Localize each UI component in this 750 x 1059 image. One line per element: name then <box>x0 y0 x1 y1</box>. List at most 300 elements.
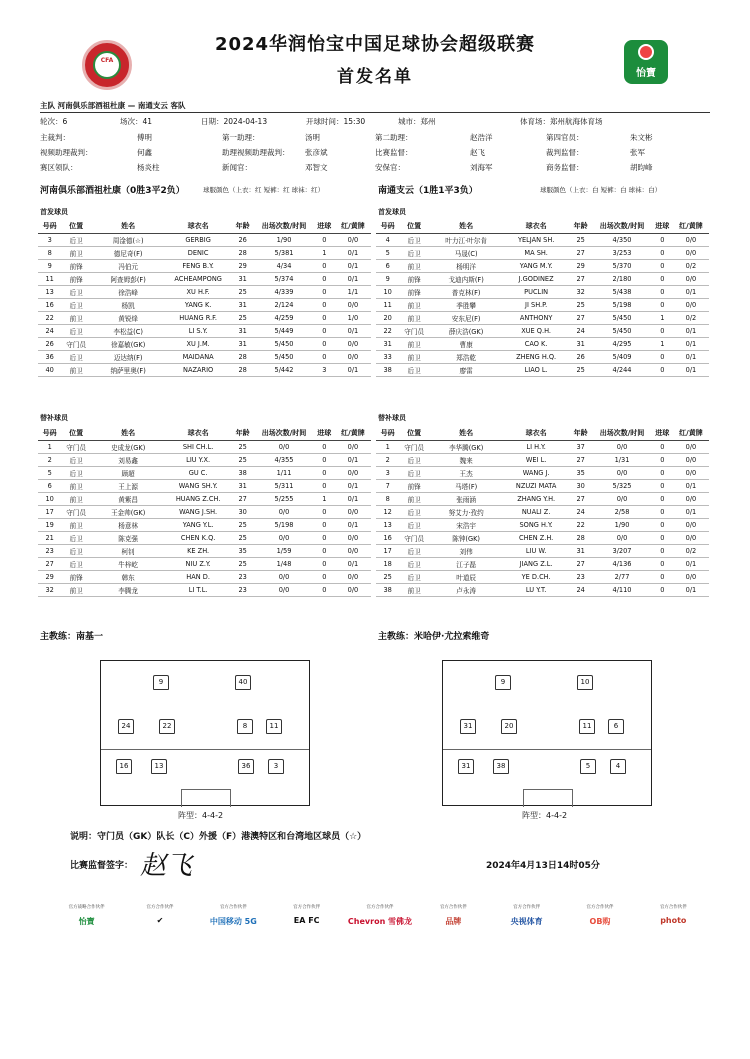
player-cell: J.GODINEZ <box>503 272 569 285</box>
player-cell: 顾超 <box>91 466 165 479</box>
ref-sup-label: 裁判监督： <box>546 148 584 157</box>
player-cell: 11 <box>38 272 61 285</box>
player-cell: 2/124 <box>254 298 313 311</box>
player-cell: 0 <box>314 324 335 337</box>
player-cell: DENIC <box>165 246 231 259</box>
home-team-header: 河南俱乐部酒祖杜康（0胜3平2负） <box>40 186 185 196</box>
player-cell: 后卫 <box>399 518 429 531</box>
player-cell: 前锋 <box>399 285 429 298</box>
player-cell: 刘易鑫 <box>91 453 165 466</box>
player-cell: 杨意林 <box>91 518 165 531</box>
player-cell: 9 <box>38 259 61 272</box>
player-cell: 38 <box>376 363 399 376</box>
player-cell: 1 <box>314 246 335 259</box>
player-cell: 0 <box>652 272 673 285</box>
away-kit: 球服颜色（上衣：白 短裤：白 球袜：白） <box>540 186 662 194</box>
player-cell: 0/0 <box>673 466 709 479</box>
player-cell: 0/0 <box>673 518 709 531</box>
away-starters-label: 首发球员 <box>378 208 406 216</box>
player-row <box>376 453 709 466</box>
player-row <box>38 246 371 259</box>
player-cell: 28 <box>231 350 254 363</box>
player-cell: 20 <box>376 311 399 324</box>
cfa-logo: CFA <box>82 40 132 90</box>
player-cell: 1 <box>314 492 335 505</box>
column-header: 红/黄牌 <box>335 220 371 233</box>
player-cell: 5/438 <box>592 285 651 298</box>
player-cell: 王上源 <box>91 479 165 492</box>
player-cell: WANG J. <box>503 466 569 479</box>
player-cell: 普克林(F) <box>429 285 503 298</box>
player-cell: 努艾力·孜约 <box>429 505 503 518</box>
player-cell: 前卫 <box>61 518 91 531</box>
player-cell: 1/90 <box>592 518 651 531</box>
player-cell: 前卫 <box>61 479 91 492</box>
player-cell: 韩东 <box>91 570 165 583</box>
column-header: 号码 <box>376 427 399 440</box>
player-cell: 叶力江·叶尔肯 <box>429 233 503 246</box>
player-cell: 0/1 <box>335 518 371 531</box>
referee: 傅明 <box>137 133 152 142</box>
player-cell: 迈达纳(F) <box>91 350 165 363</box>
player-cell: 前卫 <box>61 246 91 259</box>
player-cell: 5/311 <box>254 479 313 492</box>
player-cell: 6 <box>376 259 399 272</box>
player-row <box>376 350 709 363</box>
player-cell: 1/1 <box>335 285 371 298</box>
player-cell: 5 <box>376 246 399 259</box>
player-cell: 0/1 <box>335 259 371 272</box>
player-row <box>376 570 709 583</box>
column-header: 红/黄牌 <box>673 220 709 233</box>
player-cell: 0 <box>314 479 335 492</box>
player-cell: 曹康 <box>429 337 503 350</box>
player-cell: LU Y.T. <box>503 583 569 596</box>
sponsor-logo: 官方合作伙伴 ✔ <box>146 905 174 925</box>
player-cell: 1/59 <box>254 544 313 557</box>
player-cell: 6 <box>38 479 61 492</box>
player-cell: 0 <box>652 583 673 596</box>
player-cell: 22 <box>569 518 592 531</box>
player-cell: 0/0 <box>254 505 313 518</box>
player-cell: 24 <box>38 324 61 337</box>
player-cell: 王金帅(GK) <box>91 505 165 518</box>
player-cell: WEI L. <box>503 453 569 466</box>
player-jersey: 31 <box>458 759 474 774</box>
player-cell: 25 <box>231 440 254 453</box>
player-cell: CHEN K.Q. <box>165 531 231 544</box>
player-cell: NUALI Z. <box>503 505 569 518</box>
player-cell: 0 <box>652 246 673 259</box>
player-cell: WANG SH.Y. <box>165 479 231 492</box>
player-cell: 27 <box>569 557 592 570</box>
player-row <box>376 544 709 557</box>
player-cell: 守门员 <box>61 505 91 518</box>
player-cell: GU C. <box>165 466 231 479</box>
column-header: 年龄 <box>231 220 254 233</box>
player-row <box>376 492 709 505</box>
player-cell: 纳萨里奥(F) <box>91 363 165 376</box>
fourth: 朱文彬 <box>630 133 653 142</box>
player-cell: 0 <box>652 363 673 376</box>
player-row <box>38 285 371 298</box>
player-cell: 10 <box>376 285 399 298</box>
column-header: 姓名 <box>91 427 165 440</box>
column-header: 位置 <box>399 220 429 233</box>
player-cell: 0 <box>314 557 335 570</box>
player-cell: 0/0 <box>673 272 709 285</box>
player-cell: 前锋 <box>61 272 91 285</box>
player-cell: 史成龙(GK) <box>91 440 165 453</box>
column-header: 姓名 <box>429 427 503 440</box>
player-cell: 0/0 <box>254 583 313 596</box>
player-cell: NAZARIO <box>165 363 231 376</box>
player-cell: 0 <box>652 531 673 544</box>
player-cell: 5/198 <box>254 518 313 531</box>
column-header: 出场次数/时间 <box>592 220 651 233</box>
player-row <box>376 505 709 518</box>
away-coach: 主教练：米哈伊·尤拉索维奇 <box>378 632 490 642</box>
player-cell: 4 <box>376 233 399 246</box>
player-cell: 前卫 <box>399 311 429 324</box>
player-cell: 杨凯 <box>91 298 165 311</box>
home-kit: 球服颜色（上衣：红 短裤：红 球袜：红） <box>203 186 325 194</box>
player-cell: 33 <box>376 350 399 363</box>
player-cell: 0 <box>314 544 335 557</box>
player-cell: XU H.F. <box>165 285 231 298</box>
player-cell: 23 <box>231 570 254 583</box>
player-row <box>38 544 371 557</box>
column-header: 年龄 <box>569 427 592 440</box>
player-cell: 1/11 <box>254 466 313 479</box>
player-cell: 5/198 <box>592 298 651 311</box>
player-cell: 25 <box>376 570 399 583</box>
player-cell: GERBIG <box>165 233 231 246</box>
home-subs-label: 替补球员 <box>40 414 68 422</box>
player-cell: 黄锐烽 <box>91 311 165 324</box>
player-cell: 0 <box>652 518 673 531</box>
player-cell: 前锋 <box>399 479 429 492</box>
player-cell: 李腾龙 <box>91 583 165 596</box>
player-cell: 0/1 <box>673 557 709 570</box>
player-cell: 安东尼(F) <box>429 311 503 324</box>
player-cell: 守门员 <box>399 531 429 544</box>
away-subs-label: 替补球员 <box>378 414 406 422</box>
player-cell: 0/1 <box>335 479 371 492</box>
player-cell: 0 <box>652 505 673 518</box>
player-cell: 0 <box>314 518 335 531</box>
player-cell: 27 <box>569 272 592 285</box>
player-cell: 35 <box>231 544 254 557</box>
player-cell: 0/0 <box>335 583 371 596</box>
player-cell: 4/110 <box>592 583 651 596</box>
player-cell: 25 <box>231 453 254 466</box>
player-row <box>376 479 709 492</box>
security-label: 安保官： <box>375 163 405 172</box>
player-cell: 3 <box>314 363 335 376</box>
player-cell: 2/58 <box>592 505 651 518</box>
player-row <box>376 363 709 376</box>
player-cell: 9 <box>376 272 399 285</box>
player-cell: 0 <box>314 259 335 272</box>
player-cell: 1/90 <box>254 233 313 246</box>
player-cell: 后卫 <box>61 453 91 466</box>
player-cell: 31 <box>231 324 254 337</box>
player-cell: 0/0 <box>254 440 313 453</box>
player-cell: 0 <box>652 570 673 583</box>
player-cell: 5/450 <box>254 337 313 350</box>
player-cell: 13 <box>38 285 61 298</box>
player-cell: 0 <box>652 466 673 479</box>
player-cell: 戈迪内斯(F) <box>429 272 503 285</box>
player-row <box>38 557 371 570</box>
player-cell: 0/0 <box>335 298 371 311</box>
player-jersey: 40 <box>235 675 251 690</box>
player-cell: 卢永涛 <box>429 583 503 596</box>
player-cell: 前卫 <box>61 492 91 505</box>
player-row <box>38 233 371 246</box>
player-cell: 0/2 <box>673 544 709 557</box>
player-cell: 28 <box>231 246 254 259</box>
security: 刘海军 <box>470 163 493 172</box>
player-cell: 0 <box>652 259 673 272</box>
player-cell: 0 <box>314 440 335 453</box>
player-cell: ZHENG H.Q. <box>503 350 569 363</box>
player-cell: ZHANG Y.H. <box>503 492 569 505</box>
column-header: 号码 <box>38 220 61 233</box>
player-cell: 26 <box>231 233 254 246</box>
player-cell: 0/0 <box>335 233 371 246</box>
player-cell: 0/0 <box>673 492 709 505</box>
sponsor-strip <box>50 904 710 950</box>
player-cell: 0 <box>652 350 673 363</box>
player-cell: 马塔(F) <box>429 479 503 492</box>
player-row <box>38 440 371 453</box>
player-cell: 27 <box>569 311 592 324</box>
column-header: 位置 <box>399 427 429 440</box>
player-cell: 周淦德(☆) <box>91 233 165 246</box>
player-cell: 0/0 <box>254 531 313 544</box>
player-cell: 7 <box>376 479 399 492</box>
column-header: 球衣名 <box>165 427 231 440</box>
player-cell: XUE Q.H. <box>503 324 569 337</box>
player-cell: 4/244 <box>592 363 651 376</box>
column-header: 出场次数/时间 <box>592 427 651 440</box>
home-coach: 主教练：南基一 <box>40 632 104 642</box>
player-cell: 25 <box>231 518 254 531</box>
away-team-header: 南通支云（1胜1平3负） <box>378 186 478 196</box>
player-cell: 0/0 <box>335 544 371 557</box>
venue: 体育场：郑州航海体育场 <box>520 117 603 126</box>
home-formation-pitch <box>100 660 310 806</box>
player-cell: 25 <box>569 233 592 246</box>
away-starters-table <box>376 220 709 377</box>
player-cell: 17 <box>38 505 61 518</box>
player-row <box>38 505 371 518</box>
player-jersey: 13 <box>151 759 167 774</box>
media: 邓智文 <box>305 163 328 172</box>
player-cell: 0 <box>314 285 335 298</box>
player-cell: 0 <box>652 557 673 570</box>
player-cell: 31 <box>231 479 254 492</box>
player-cell: 21 <box>38 531 61 544</box>
player-cell: 0/0 <box>335 505 371 518</box>
player-cell: 0/0 <box>673 453 709 466</box>
player-cell: 26 <box>38 337 61 350</box>
player-cell: HUANG R.F. <box>165 311 231 324</box>
player-cell: 0/0 <box>673 298 709 311</box>
league-title: 2024华润怡宝中国足球协会超级联赛 <box>214 34 536 55</box>
player-cell: 刘伟 <box>429 544 503 557</box>
player-cell: 35 <box>569 466 592 479</box>
column-header: 年龄 <box>231 427 254 440</box>
player-cell: 后卫 <box>399 505 429 518</box>
player-cell: 0 <box>652 544 673 557</box>
player-row <box>38 466 371 479</box>
player-cell: 37 <box>569 440 592 453</box>
player-jersey: 6 <box>608 719 624 734</box>
match-sup: 赵飞 <box>470 148 485 157</box>
player-cell: 后卫 <box>61 531 91 544</box>
player-cell: 后卫 <box>61 298 91 311</box>
sponsor-logo: 官方合作伙伴 EA FC <box>293 905 321 925</box>
column-header: 号码 <box>38 427 61 440</box>
player-cell: 0/1 <box>335 453 371 466</box>
player-cell: 31 <box>231 298 254 311</box>
player-cell: 16 <box>376 531 399 544</box>
player-cell: 阿查姆彭(F) <box>91 272 165 285</box>
player-jersey: 16 <box>116 759 132 774</box>
column-header: 位置 <box>61 220 91 233</box>
player-cell: 5/374 <box>254 272 313 285</box>
player-cell: 23 <box>569 570 592 583</box>
ar2: 赵浩洋 <box>470 133 493 142</box>
biz-label: 商务监督： <box>546 163 584 172</box>
sponsor-logo: 官方合作伙伴 Chevron 雪佛龙 <box>347 905 413 926</box>
player-cell: 0 <box>314 531 335 544</box>
player-cell: 2/77 <box>592 570 651 583</box>
home-formation: 阵型：4-4-2 <box>178 811 224 820</box>
player-row <box>38 350 371 363</box>
player-cell: 0/0 <box>335 440 371 453</box>
player-cell: 0/0 <box>673 531 709 544</box>
player-row <box>376 324 709 337</box>
player-row <box>376 233 709 246</box>
player-cell: 25 <box>231 531 254 544</box>
player-cell: 0/1 <box>673 363 709 376</box>
player-cell: 5/450 <box>592 311 651 324</box>
player-cell: 0/0 <box>592 440 651 453</box>
player-cell: 30 <box>569 479 592 492</box>
player-cell: 27 <box>38 557 61 570</box>
player-cell: 0 <box>314 311 335 324</box>
player-cell: 24 <box>569 324 592 337</box>
player-cell: 0/1 <box>335 557 371 570</box>
sponsor-logo: 官方合作伙伴 央视体育 <box>510 905 543 926</box>
sponsor-logo: 官方合作伙伴 中国移动 5G <box>209 905 257 926</box>
column-header: 进球 <box>652 427 673 440</box>
column-header: 姓名 <box>91 220 165 233</box>
home-starters-table <box>38 220 371 377</box>
player-cell: 0/1 <box>673 505 709 518</box>
player-row <box>376 285 709 298</box>
player-cell: 10 <box>38 492 61 505</box>
player-cell: 前锋 <box>61 259 91 272</box>
player-cell: 5/450 <box>592 324 651 337</box>
player-cell: 后卫 <box>61 285 91 298</box>
player-cell: 1/31 <box>592 453 651 466</box>
player-jersey: 10 <box>577 675 593 690</box>
player-cell: 0/0 <box>335 570 371 583</box>
player-cell: 25 <box>569 298 592 311</box>
player-cell: LIAO L. <box>503 363 569 376</box>
player-cell: 31 <box>376 337 399 350</box>
player-cell: 后卫 <box>399 544 429 557</box>
player-cell: 李松益(C) <box>91 324 165 337</box>
player-cell: 4/136 <box>592 557 651 570</box>
biz: 胡昀峰 <box>630 163 653 172</box>
page-title: 首发名单 <box>337 67 413 87</box>
player-cell: CHEN Z.H. <box>503 531 569 544</box>
sponsor-logo: 官方合作伙伴 OB购 <box>586 905 614 926</box>
player-row <box>376 557 709 570</box>
avar-label: 助理视频助理裁判： <box>222 148 290 157</box>
player-cell: 0/1 <box>673 285 709 298</box>
away-formation: 阵型：4-4-2 <box>522 811 568 820</box>
referee-label: 主裁判： <box>40 133 70 142</box>
player-cell: 12 <box>376 505 399 518</box>
player-cell: 后卫 <box>61 544 91 557</box>
player-cell: 后卫 <box>61 324 91 337</box>
player-cell: 1 <box>652 337 673 350</box>
player-cell: MA SH. <box>503 246 569 259</box>
player-cell: 0 <box>314 233 335 246</box>
player-cell: 29 <box>231 259 254 272</box>
column-header: 号码 <box>376 220 399 233</box>
column-header: 球衣名 <box>503 220 569 233</box>
player-cell: 后卫 <box>399 570 429 583</box>
player-cell: 0/2 <box>673 311 709 324</box>
player-cell: 0/0 <box>592 531 651 544</box>
player-cell: 11 <box>376 298 399 311</box>
player-cell: 4/259 <box>254 311 313 324</box>
player-cell: 4/355 <box>254 453 313 466</box>
player-cell: 27 <box>231 492 254 505</box>
player-row <box>376 531 709 544</box>
player-row <box>376 311 709 324</box>
player-cell: PUCLIN <box>503 285 569 298</box>
player-cell: LI H.Y. <box>503 440 569 453</box>
player-jersey: 24 <box>118 719 134 734</box>
player-row <box>38 298 371 311</box>
player-cell: 后卫 <box>61 233 91 246</box>
ar1: 汤明 <box>305 133 320 142</box>
player-cell: 0 <box>314 583 335 596</box>
column-header: 球衣名 <box>503 427 569 440</box>
kickoff-time: 开球时间：15:30 <box>306 117 366 126</box>
column-header: 出场次数/时间 <box>254 427 313 440</box>
player-row <box>376 466 709 479</box>
player-cell: 1/48 <box>254 557 313 570</box>
column-header: 进球 <box>314 220 335 233</box>
player-cell: 后卫 <box>399 453 429 466</box>
teams-line: 主队 河南俱乐部酒祖杜康 — 南通支云 客队 <box>40 101 186 110</box>
player-cell: 24 <box>569 505 592 518</box>
player-cell: 后卫 <box>399 246 429 259</box>
player-jersey: 3 <box>268 759 284 774</box>
city: 城市：郑州 <box>398 117 436 126</box>
player-cell: HUANG Z.CH. <box>165 492 231 505</box>
